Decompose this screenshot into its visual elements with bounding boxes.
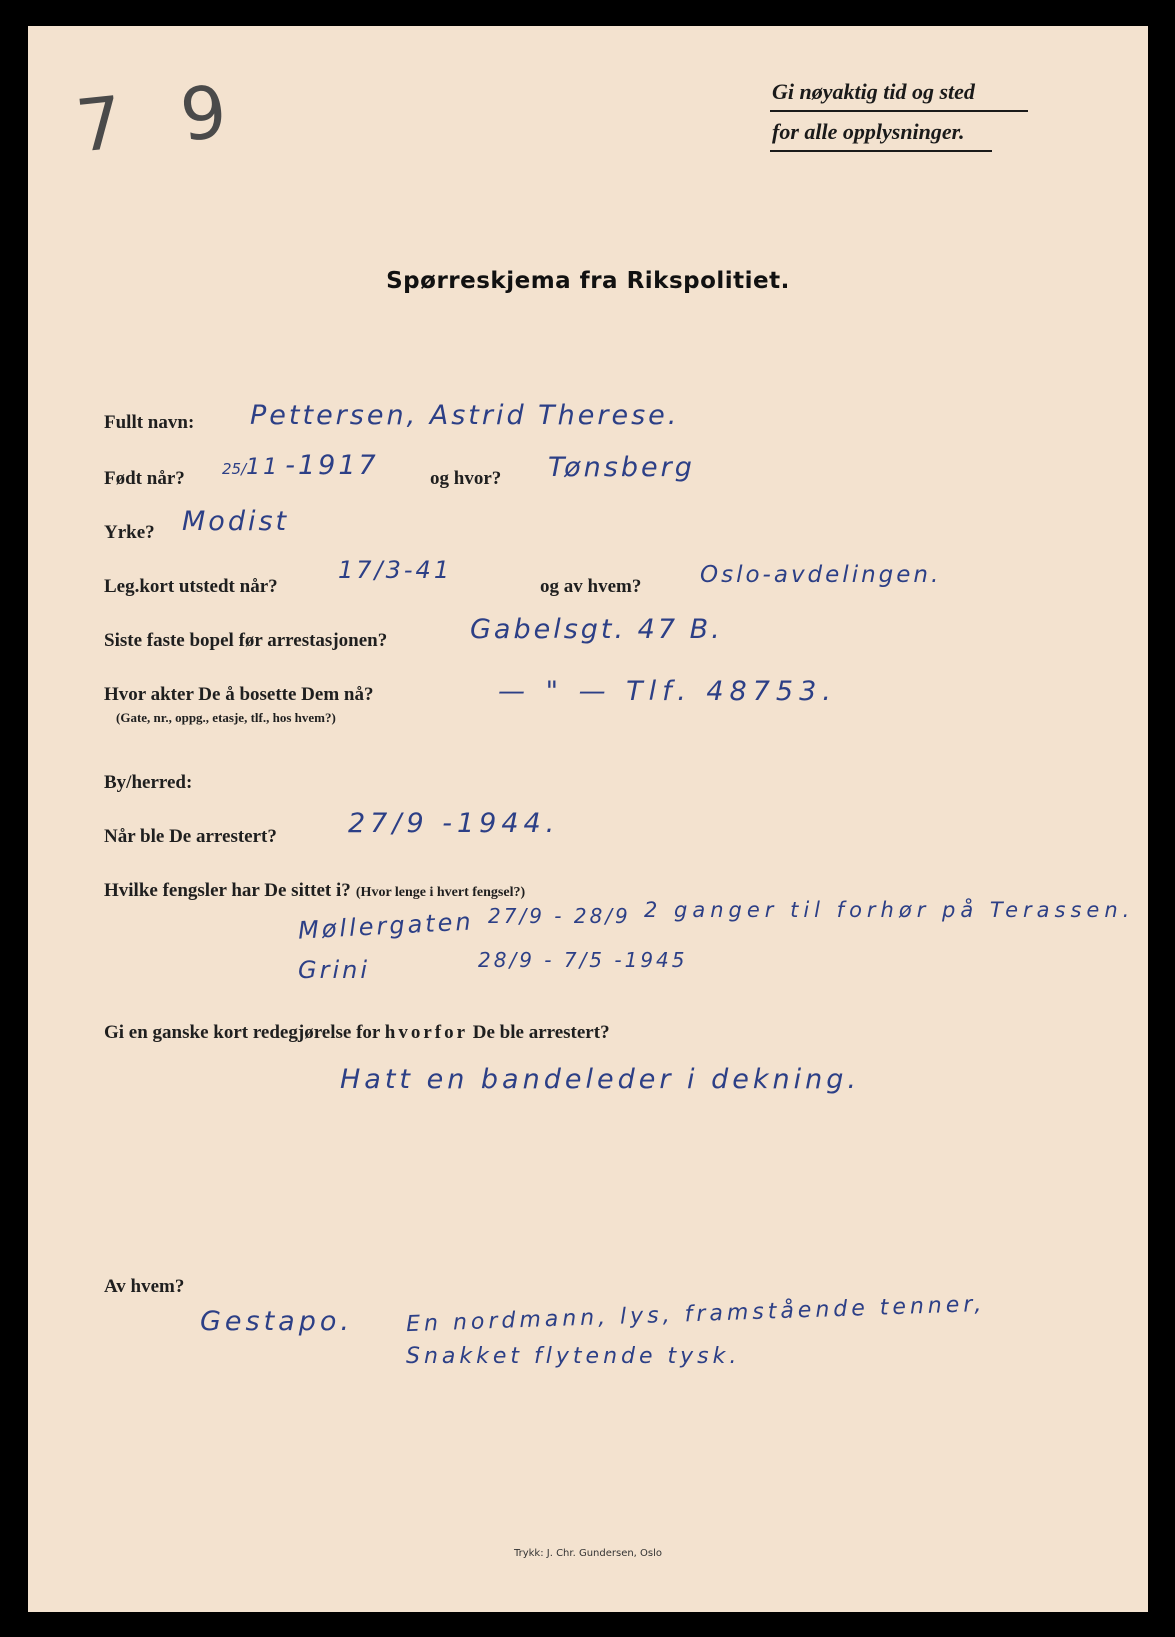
- full-name-value: Pettersen, Astrid Therese.: [250, 400, 680, 431]
- prison-entry-2-place: Grini: [298, 956, 371, 984]
- id-card-when-value: 17/3-41: [338, 556, 453, 584]
- prisons-label: Hvilke fengsler har De sittet i?: [104, 880, 351, 901]
- prison-entry-1-place: Møllergaten: [297, 907, 475, 945]
- born-when-year: -1917: [285, 450, 379, 481]
- born-where-label: og hvor?: [430, 468, 502, 489]
- full-name-label: Fullt navn:: [104, 412, 195, 433]
- instruction-underline-2: [770, 150, 992, 152]
- reason-label-emphasis: hvorfor: [384, 1022, 469, 1043]
- new-address-label: Hvor akter De å bosette Dem nå?: [104, 684, 374, 705]
- instruction-line-1: Gi nøyaktig tid og sted: [772, 79, 975, 104]
- reason-label: [104, 1022, 610, 1044]
- id-card-when-label: Leg.kort utstedt når?: [104, 576, 278, 597]
- by-whom-value: Gestapo.: [200, 1306, 353, 1337]
- born-where-value: Tønsberg: [548, 452, 695, 483]
- by-whom-description-1: En nordmann, lys, framstående tenner,: [405, 1291, 986, 1338]
- arrested-when-label: Når ble De arrestert?: [104, 826, 277, 847]
- reason-label-pre: Gi en ganske kort redegjørelse for: [104, 1022, 380, 1043]
- prison-entry-2-period: 28/9 - 7/5 -1945: [478, 948, 688, 972]
- by-whom-description-2: Snakket flytende tysk.: [406, 1344, 741, 1369]
- printer-footer: Trykk: J. Chr. Gundersen, Oslo: [513, 1548, 663, 1559]
- prison-entry-1-period: 27/9 - 28/9: [488, 904, 631, 928]
- prison-entry-1-note: 2 ganger til forhør på Terassen.: [644, 898, 1135, 922]
- prisons-sublabel: (Hvor lenge i hvert fengsel?): [355, 885, 526, 900]
- instruction-line-2: for alle opplysninger.: [772, 119, 965, 144]
- reason-label-post: De ble arrestert?: [472, 1022, 610, 1043]
- occupation-value: Modist: [182, 506, 290, 537]
- occupation-label: Yrke?: [104, 522, 155, 543]
- new-address-sublabel: (Gate, nr., oppg., etasje, tlf., hos hvem?): [116, 710, 336, 725]
- id-card-by-value: Oslo-avdelingen.: [700, 562, 942, 588]
- arrested-when-value: 27/9 -1944.: [348, 808, 560, 839]
- prisons-label-row: [104, 880, 525, 902]
- born-when-label: Født når?: [104, 468, 185, 489]
- last-address-value: Gabelsgt. 47 B.: [470, 614, 723, 645]
- new-address-value: — " — Tlf. 48753.: [498, 676, 837, 707]
- form-title: Spørreskjema fra Rikspolitiet.: [386, 268, 790, 294]
- form-sheet: [28, 26, 1148, 1612]
- id-card-by-label: og av hvem?: [540, 576, 642, 597]
- last-address-label: Siste faste bopel før arrestasjonen?: [104, 630, 388, 651]
- born-when-month: 11: [246, 455, 281, 480]
- by-whom-label: Av hvem?: [104, 1276, 185, 1297]
- corner-note: 7 9: [72, 67, 249, 169]
- municipality-label: By/herred:: [104, 772, 193, 793]
- born-when-value: [222, 450, 379, 481]
- born-when-day: 25/: [222, 460, 247, 478]
- reason-value: Hatt en bandeleder i dekning.: [340, 1064, 860, 1095]
